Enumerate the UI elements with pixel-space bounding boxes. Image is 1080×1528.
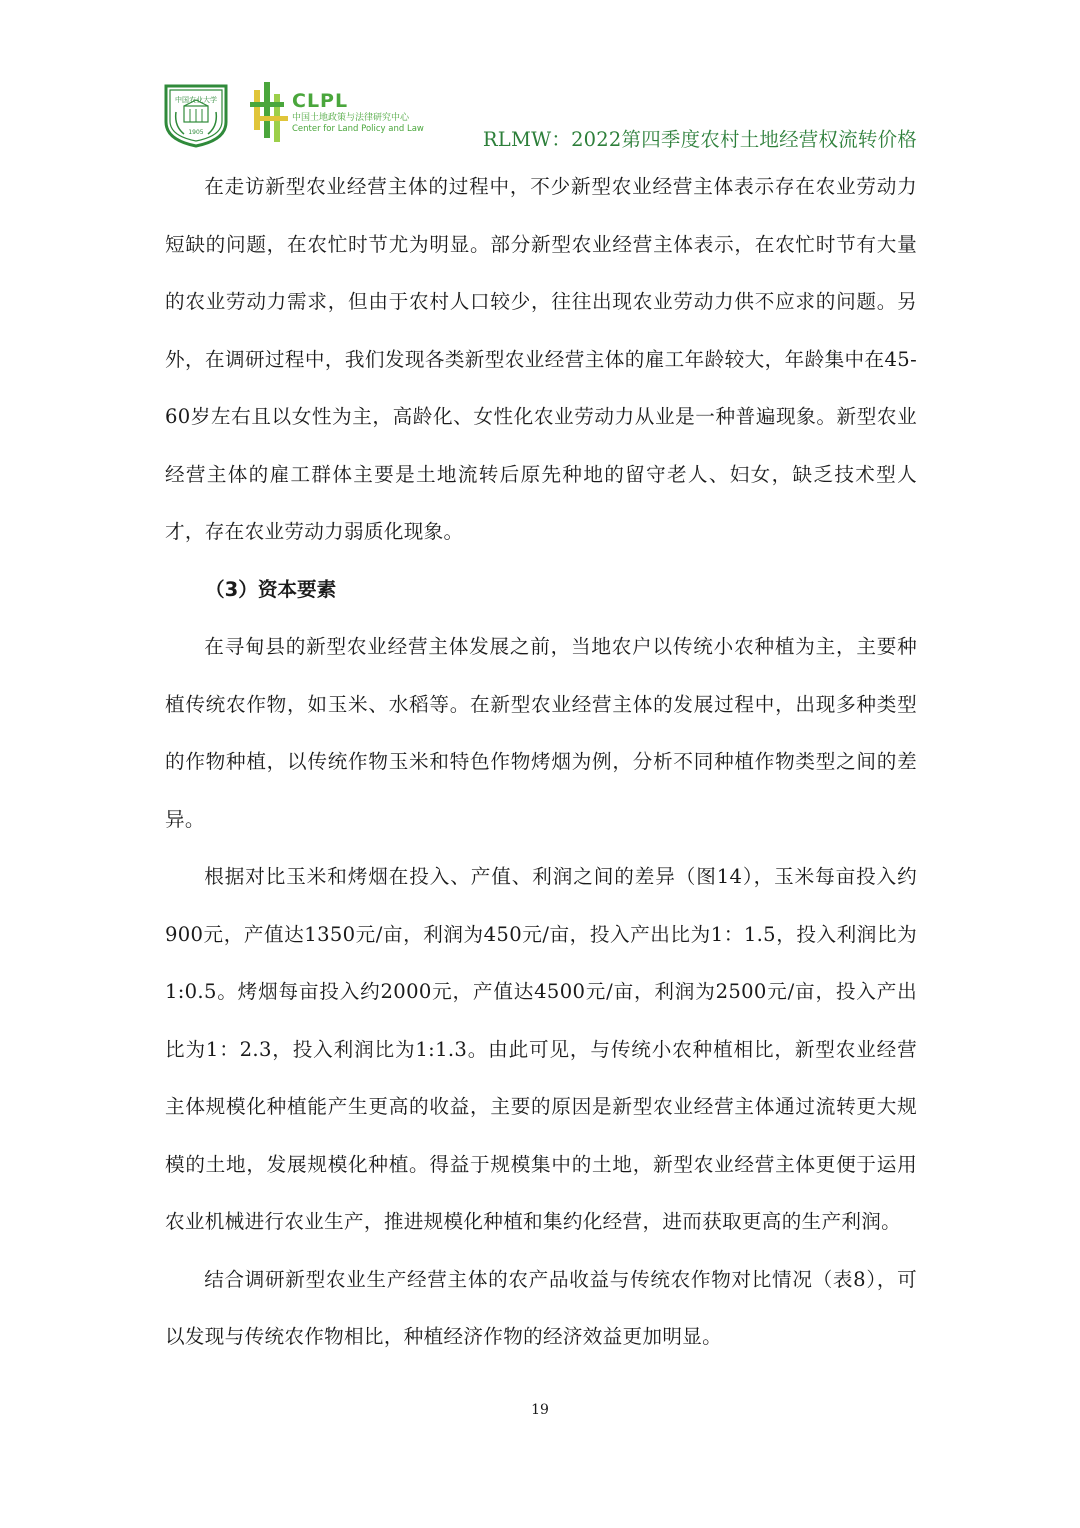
university-seal-icon <box>162 82 230 148</box>
clpl-name: CLPL <box>292 90 349 112</box>
clpl-chinese-name: 中国土地政策与法律研究中心 <box>292 113 410 123</box>
clpl-text <box>292 90 432 135</box>
clpl-logo <box>248 80 428 146</box>
clpl-english-name: Center for Land Policy and Law <box>292 124 424 134</box>
paragraph-crop-background: 在寻甸县的新型农业经营主体发展之前，当地农户以传统小农种植为主，主要种植传统农作物，如玉米、水稻等。在新型农业经营主体的发展过程中，出现多种类型的作物种植，以传统作物玉米和特色作物烤烟为例，分析不同种植作物类型之间的差异。 <box>165 635 917 831</box>
report-title: RLMW：2022第四季度农村土地经营权流转价格 <box>482 128 917 151</box>
paragraph-table-reference: 结合调研新型农业生产经营主体的农产品收益与传统农作物对比情况（表8），可以发现与传统农作物相比，种植经济作物的经济效益更加明显。 <box>165 1267 917 1348</box>
svg-text:1905: 1905 <box>188 129 204 136</box>
paragraph-corn-tobacco-comparison: 根据对比玉米和烤烟在投入、产值、利润之间的差异（图14），玉米每亩投入约900元，产值达1350元/亩，利润为450元/亩，投入产出比为1：1.5，投入利润比为1:0.5。烤烟每亩投入约2000元，产值达4500元/亩，利润为2500元/亩，投入产出比为1：2.3，投入利润比为1:1.3。由此可见，与传统小农种植相比，新型农业经营主体规模化种植能产生更高的收益，主要的原因是新型农业经营主体通过流转更大规模的土地，发展规模化种植。得益于规模集中的土地，新型农业经营主体更便于运用农业机械进行农业生产，推进规模化种植和集约化经营，进而获取更高的生产利润。 <box>165 865 917 1233</box>
university-logo <box>162 82 230 148</box>
clpl-mark-icon <box>248 80 290 146</box>
section-heading: （3）资本要素 <box>205 577 337 601</box>
page-header <box>0 0 1080 160</box>
svg-text:中国农业大学: 中国农业大学 <box>175 96 217 104</box>
page-body <box>165 158 917 1366</box>
paragraph-labor-shortage: 在走访新型农业经营主体的过程中，不少新型农业经营主体表示存在农业劳动力短缺的问题，在农忙时节尤为明显。部分新型农业经营主体表示，在农忙时节有大量的农业劳动力需求，但由于农村人口较少，往往出现农业劳动力供不应求的问题。另外，在调研过程中，我们发现各类新型农业经营主体的雇工年龄较大，年龄集中在45-60岁左右且以女性为主，高龄化、女性化农业劳动力从业是一种普遍现象。新型农业经营主体的雇工群体主要是土地流转后原先种地的留守老人、妇女，缺乏技术型人才，存在农业劳动力弱质化现象。 <box>165 175 917 543</box>
page-number: 19 <box>531 1402 549 1418</box>
